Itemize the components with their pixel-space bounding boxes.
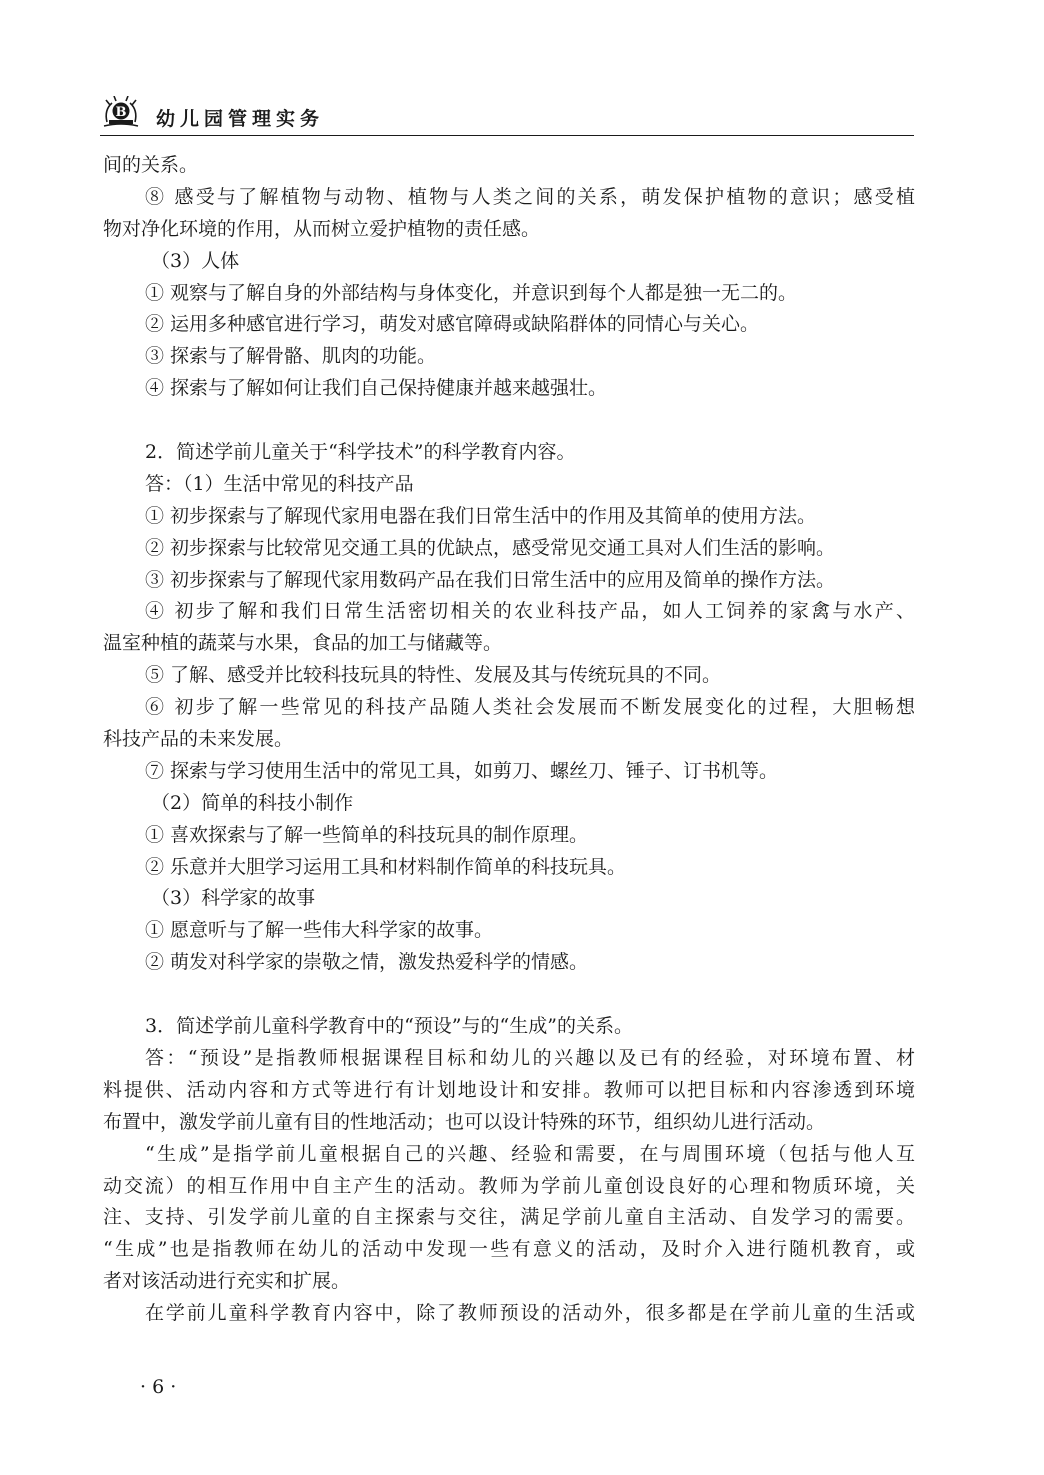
section-heading: （3）科学家的故事 bbox=[151, 887, 316, 910]
text-line: ④ 探索与了解如何让我们自己保持健康并越来越强壮。 bbox=[145, 377, 608, 400]
text-line: 答：“预设”是指教师根据课程目标和幼儿的兴趣以及已有的经验，对环境布置、材 bbox=[145, 1046, 915, 1069]
text-line: ⑤ 了解、感受并比较科技玩具的特性、发展及其与传统玩具的不同。 bbox=[145, 664, 722, 687]
paragraph-gap bbox=[103, 979, 915, 1011]
text-line: ⑦ 探索与学习使用生活中的常见工具，如剪刀、螺丝刀、锤子、订书机等。 bbox=[145, 759, 779, 782]
text-line: 科技产品的未来发展。 bbox=[103, 728, 294, 751]
text-line: ① 愿意听与了解一些伟大科学家的故事。 bbox=[145, 919, 494, 942]
page-body bbox=[103, 150, 915, 1330]
text-line: ① 初步探索与了解现代家用电器在我们日常生活中的作用及其简单的使用方法。 bbox=[145, 504, 817, 527]
section-heading: （2）简单的科技小制作 bbox=[151, 791, 354, 814]
question-heading: 2．简述学前儿童关于“科学技术”的科学教育内容。 bbox=[145, 441, 576, 464]
text-line: ② 萌发对科学家的崇敬之情，激发热爱科学的情感。 bbox=[145, 951, 589, 974]
text-line: “生成”是指学前儿童根据自己的兴趣、经验和需要，在与周围环境（包括与他人互 bbox=[145, 1142, 915, 1165]
text-line: ② 乐意并大胆学习运用工具和材料制作简单的科技玩具。 bbox=[145, 855, 627, 878]
text-line: ① 观察与了解自身的外部结构与身体变化，并意识到每个人都是独一无二的。 bbox=[145, 281, 798, 304]
text-line: 答：（1）生活中常见的科技产品 bbox=[145, 472, 414, 495]
text-line: ③ 初步探索与了解现代家用数码产品在我们日常生活中的应用及简单的操作方法。 bbox=[145, 568, 836, 591]
header-rule bbox=[100, 135, 914, 136]
text-line: 温室种植的蔬菜与水果，食品的加工与储藏等。 bbox=[103, 632, 503, 655]
text-line: 动交流）的相互作用中自主产生的活动。教师为学前儿童创设良好的心理和物质环境，关 bbox=[103, 1174, 915, 1197]
paragraph-gap bbox=[103, 405, 915, 437]
text-line: ② 运用多种感官进行学习，萌发对感官障碍或缺陷群体的同情心与关心。 bbox=[145, 313, 760, 336]
text-line: “生成”也是指教师在幼儿的活动中发现一些有意义的活动，及时介入进行随机教育，或 bbox=[103, 1238, 915, 1261]
text-line: ⑥ 初步了解一些常见的科技产品随人类社会发展而不断发展变化的过程，大胆畅想 bbox=[145, 696, 915, 719]
text-line: 注、支持、引发学前儿童的自主探索与交往，满足学前儿童自主活动、自发学习的需要。 bbox=[103, 1206, 915, 1229]
text-line: 在学前儿童科学教育内容中，除了教师预设的活动外，很多都是在学前儿童的生活或 bbox=[145, 1302, 915, 1325]
text-line: ⑧ 感受与了解植物与动物、植物与人类之间的关系，萌发保护植物的意识；感受植 bbox=[145, 185, 915, 208]
text-line: 料提供、活动内容和方式等进行有计划地设计和安排。教师可以把目标和内容渗透到环境 bbox=[103, 1078, 915, 1101]
svg-text:B: B bbox=[115, 105, 127, 120]
text-line: 者对该活动进行充实和扩展。 bbox=[103, 1270, 351, 1293]
text-line: ② 初步探索与比较常见交通工具的优缺点，感受常见交通工具对人们生活的影响。 bbox=[145, 536, 836, 559]
text-line: ④ 初步了解和我们日常生活密切相关的农业科技产品，如人工饲养的家禽与水产、 bbox=[145, 600, 915, 623]
text-line: ③ 探索与了解骨骼、肌肉的功能。 bbox=[145, 345, 437, 368]
text-line: 布置中，激发学前儿童有目的性地活动；也可以设计特殊的环节，组织幼儿进行活动。 bbox=[103, 1110, 826, 1133]
text-line: ① 喜欢探索与了解一些简单的科技玩具的制作原理。 bbox=[145, 823, 589, 846]
section-heading: （3）人体 bbox=[151, 249, 240, 272]
page-header bbox=[100, 96, 916, 136]
book-logo-icon bbox=[100, 96, 142, 132]
text-line: 间的关系。 bbox=[103, 154, 199, 176]
question-heading: 3．简述学前儿童科学教育中的“预设”与的“生成”的关系。 bbox=[145, 1015, 633, 1038]
page-number: · 6 · bbox=[140, 1376, 177, 1398]
text-line: 物对净化环境的作用，从而树立爱护植物的责任感。 bbox=[103, 217, 541, 240]
running-header-title: 幼儿园管理实务 bbox=[156, 108, 325, 130]
